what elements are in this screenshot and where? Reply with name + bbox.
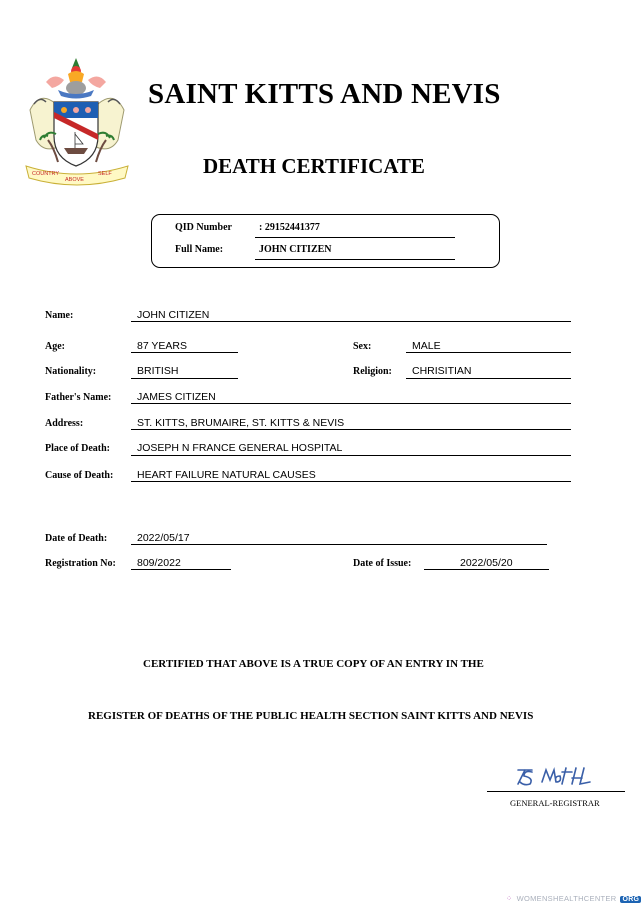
cause-of-death-value: HEART FAILURE NATURAL CAUSES <box>137 469 316 481</box>
religion-underline <box>406 378 571 379</box>
watermark-text: WOMENSHEALTHCENTER <box>516 894 617 903</box>
certification-line-1: CERTIFIED THAT ABOVE IS A TRUE COPY OF AN ENTRY IN THE <box>143 658 484 670</box>
date-of-death-underline <box>131 544 547 545</box>
name-value: JOHN CITIZEN <box>137 309 210 321</box>
date-of-issue-underline <box>424 569 549 570</box>
father-underline <box>131 403 571 404</box>
address-value: ST. KITTS, BRUMAIRE, ST. KITTS & NEVIS <box>137 417 345 429</box>
qid-label: QID Number <box>175 222 232 233</box>
cause-of-death-underline <box>131 481 571 482</box>
nationality-underline <box>131 378 238 379</box>
fullname-underline <box>255 259 455 260</box>
fullname-value: JOHN CITIZEN <box>259 244 332 255</box>
nationality-value: BRITISH <box>137 365 179 377</box>
fullname-label: Full Name: <box>175 244 224 255</box>
place-of-death-label: Place of Death: <box>45 443 110 454</box>
name-underline <box>131 321 571 322</box>
date-of-issue-label: Date of Issue: <box>353 558 412 569</box>
crest-motto-left: COUNTRY <box>32 171 60 177</box>
religion-label: Religion: <box>353 366 392 377</box>
address-underline <box>131 429 571 430</box>
crest-motto-center: ABOVE <box>65 177 84 183</box>
age-value: 87 YEARS <box>137 340 188 352</box>
qid-underline <box>255 237 455 238</box>
coat-of-arms <box>18 54 136 190</box>
date-of-death-value: 2022/05/17 <box>137 532 190 544</box>
registrar-signature <box>510 758 600 788</box>
date-of-issue-value: 2022/05/20 <box>460 557 513 569</box>
nationality-label: Nationality: <box>45 366 97 377</box>
watermark <box>506 888 641 906</box>
watermark-badge: ORG <box>622 896 640 903</box>
sex-value: MALE <box>412 340 441 352</box>
age-underline <box>131 352 238 353</box>
place-of-death-underline <box>131 455 571 456</box>
father-value: JAMES CITIZEN <box>137 391 216 403</box>
father-label: Father's Name: <box>45 392 112 403</box>
document-title: DEATH CERTIFICATE <box>203 154 425 178</box>
sex-underline <box>406 352 571 353</box>
cause-of-death-label: Cause of Death: <box>45 470 114 481</box>
registrar-title: GENERAL-REGISTRAR <box>510 798 600 808</box>
sex-label: Sex: <box>353 341 372 352</box>
address-label: Address: <box>45 418 84 429</box>
crest-motto-right: SELF <box>98 171 112 177</box>
registration-underline <box>131 569 231 570</box>
place-of-death-value: JOSEPH N FRANCE GENERAL HOSPITAL <box>137 442 343 454</box>
registration-value: 809/2022 <box>137 557 181 569</box>
registration-label: Registration No: <box>45 558 116 569</box>
qid-value: : 29152441377 <box>259 222 320 233</box>
certification-line-2: REGISTER OF DEATHS OF THE PUBLIC HEALTH SECTION SAINT KITTS AND NEVIS <box>88 710 534 722</box>
watermark-dots-icon: ⁘ <box>506 894 513 903</box>
country-title: SAINT KITTS AND NEVIS <box>148 78 501 110</box>
name-label: Name: <box>45 310 74 321</box>
date-of-death-label: Date of Death: <box>45 533 108 544</box>
signature-line <box>487 791 625 792</box>
religion-value: CHRISITIAN <box>412 365 472 377</box>
age-label: Age: <box>45 341 65 352</box>
